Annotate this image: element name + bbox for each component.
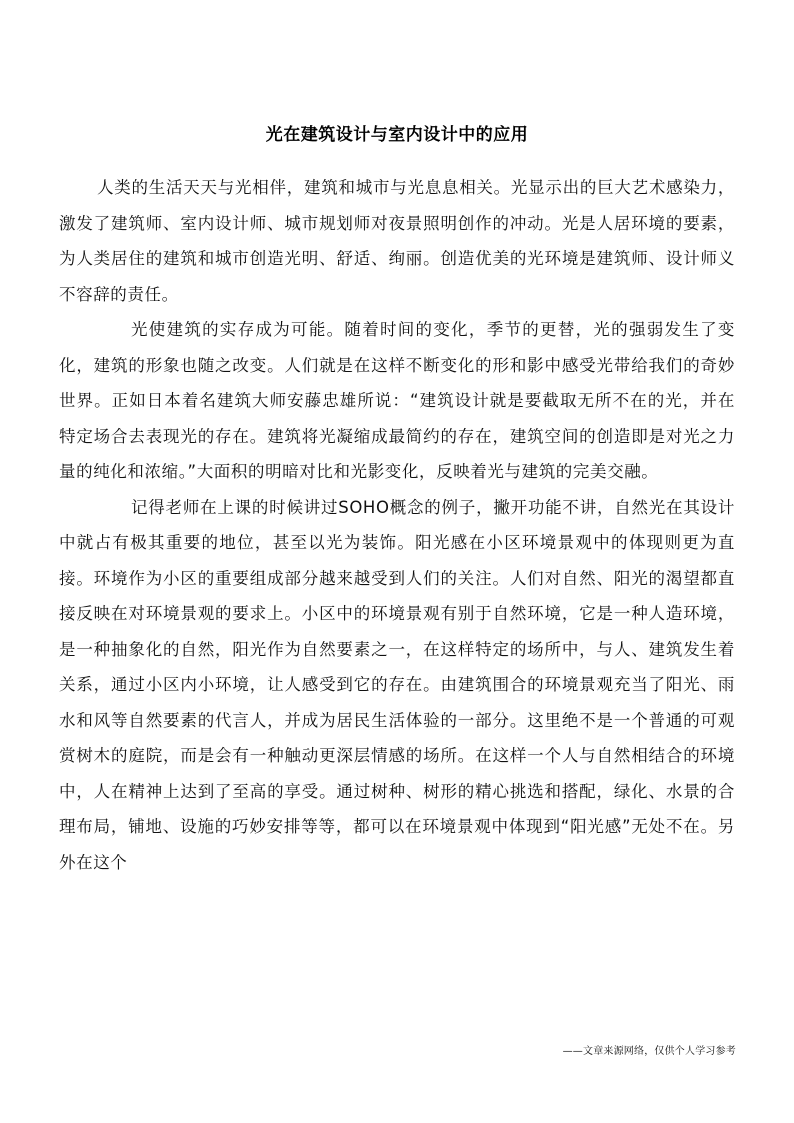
- document-body: [59, 170, 735, 880]
- paragraph-soho-example: 记得老师在上课的时候讲过SOHO概念的例子，撇开功能不讲，自然光在其设计中就占有极其重要的地位，甚至以光为装饰。阳光感在小区环境景观中的体现则更为直接。环境作为小区的重要组成部分越来越受到人们的关注。人们对自然、阳光的渴望都直接反映在对环境景观的要求上。小区中的环境景观有别于自然环境，它是一种人造环境，是一种抽象化的自然，阳光作为自然要素之一，在这样特定的场所中，与人、建筑发生着关系，通过小区内小环境，让人感受到它的存在。由建筑围合的环境景观充当了阳光、雨水和风等自然要素的代言人，并成为居民生活体验的一部分。这里绝不是一个普通的可观赏树木的庭院，而是会有一种触动更深层情感的场所。在这样一个人与自然相结合的环境中，人在精神上达到了至高的享受。通过树种、树形的精心挑选和搭配，绿化、水景的合理布局，铺地、设施的巧妙安排等等，都可以在环境景观中体现到“阳光感”无处不在。另外在这个: [59, 497, 735, 872]
- page-footer-note: ——文章来源网络，仅供个人学习参考: [562, 1046, 736, 1057]
- paragraph-intro: 人类的生活天天与光相伴，建筑和城市与光息息相关。光显示出的巨大艺术感染力，激发了建筑师、室内设计师、城市规划师对夜景照明创作的冲动。光是人居环境的要素，为人类居住的建筑和城市创造光明、舒适、绚丽。创造优美的光环境是建筑师、设计师义不容辞的责任。: [59, 178, 735, 304]
- paragraph-light-architecture: 光使建筑的实存成为可能。随着时间的变化，季节的更替，光的强弱发生了变化，建筑的形象也随之改变。人们就是在这样不断变化的形和影中感受光带给我们的奇妙世界。正如日本着名建筑大师安藤忠雄所说：“建筑设计就是要截取无所不在的光，并在特定场合去表现光的存在。建筑将光凝缩成最简约的存在，建筑空间的创造即是对光之力量的纯化和浓缩。”大面积的明暗对比和光影变化，反映着光与建筑的完美交融。: [59, 320, 735, 481]
- document-title: 光在建筑设计与室内设计中的应用: [265, 125, 529, 145]
